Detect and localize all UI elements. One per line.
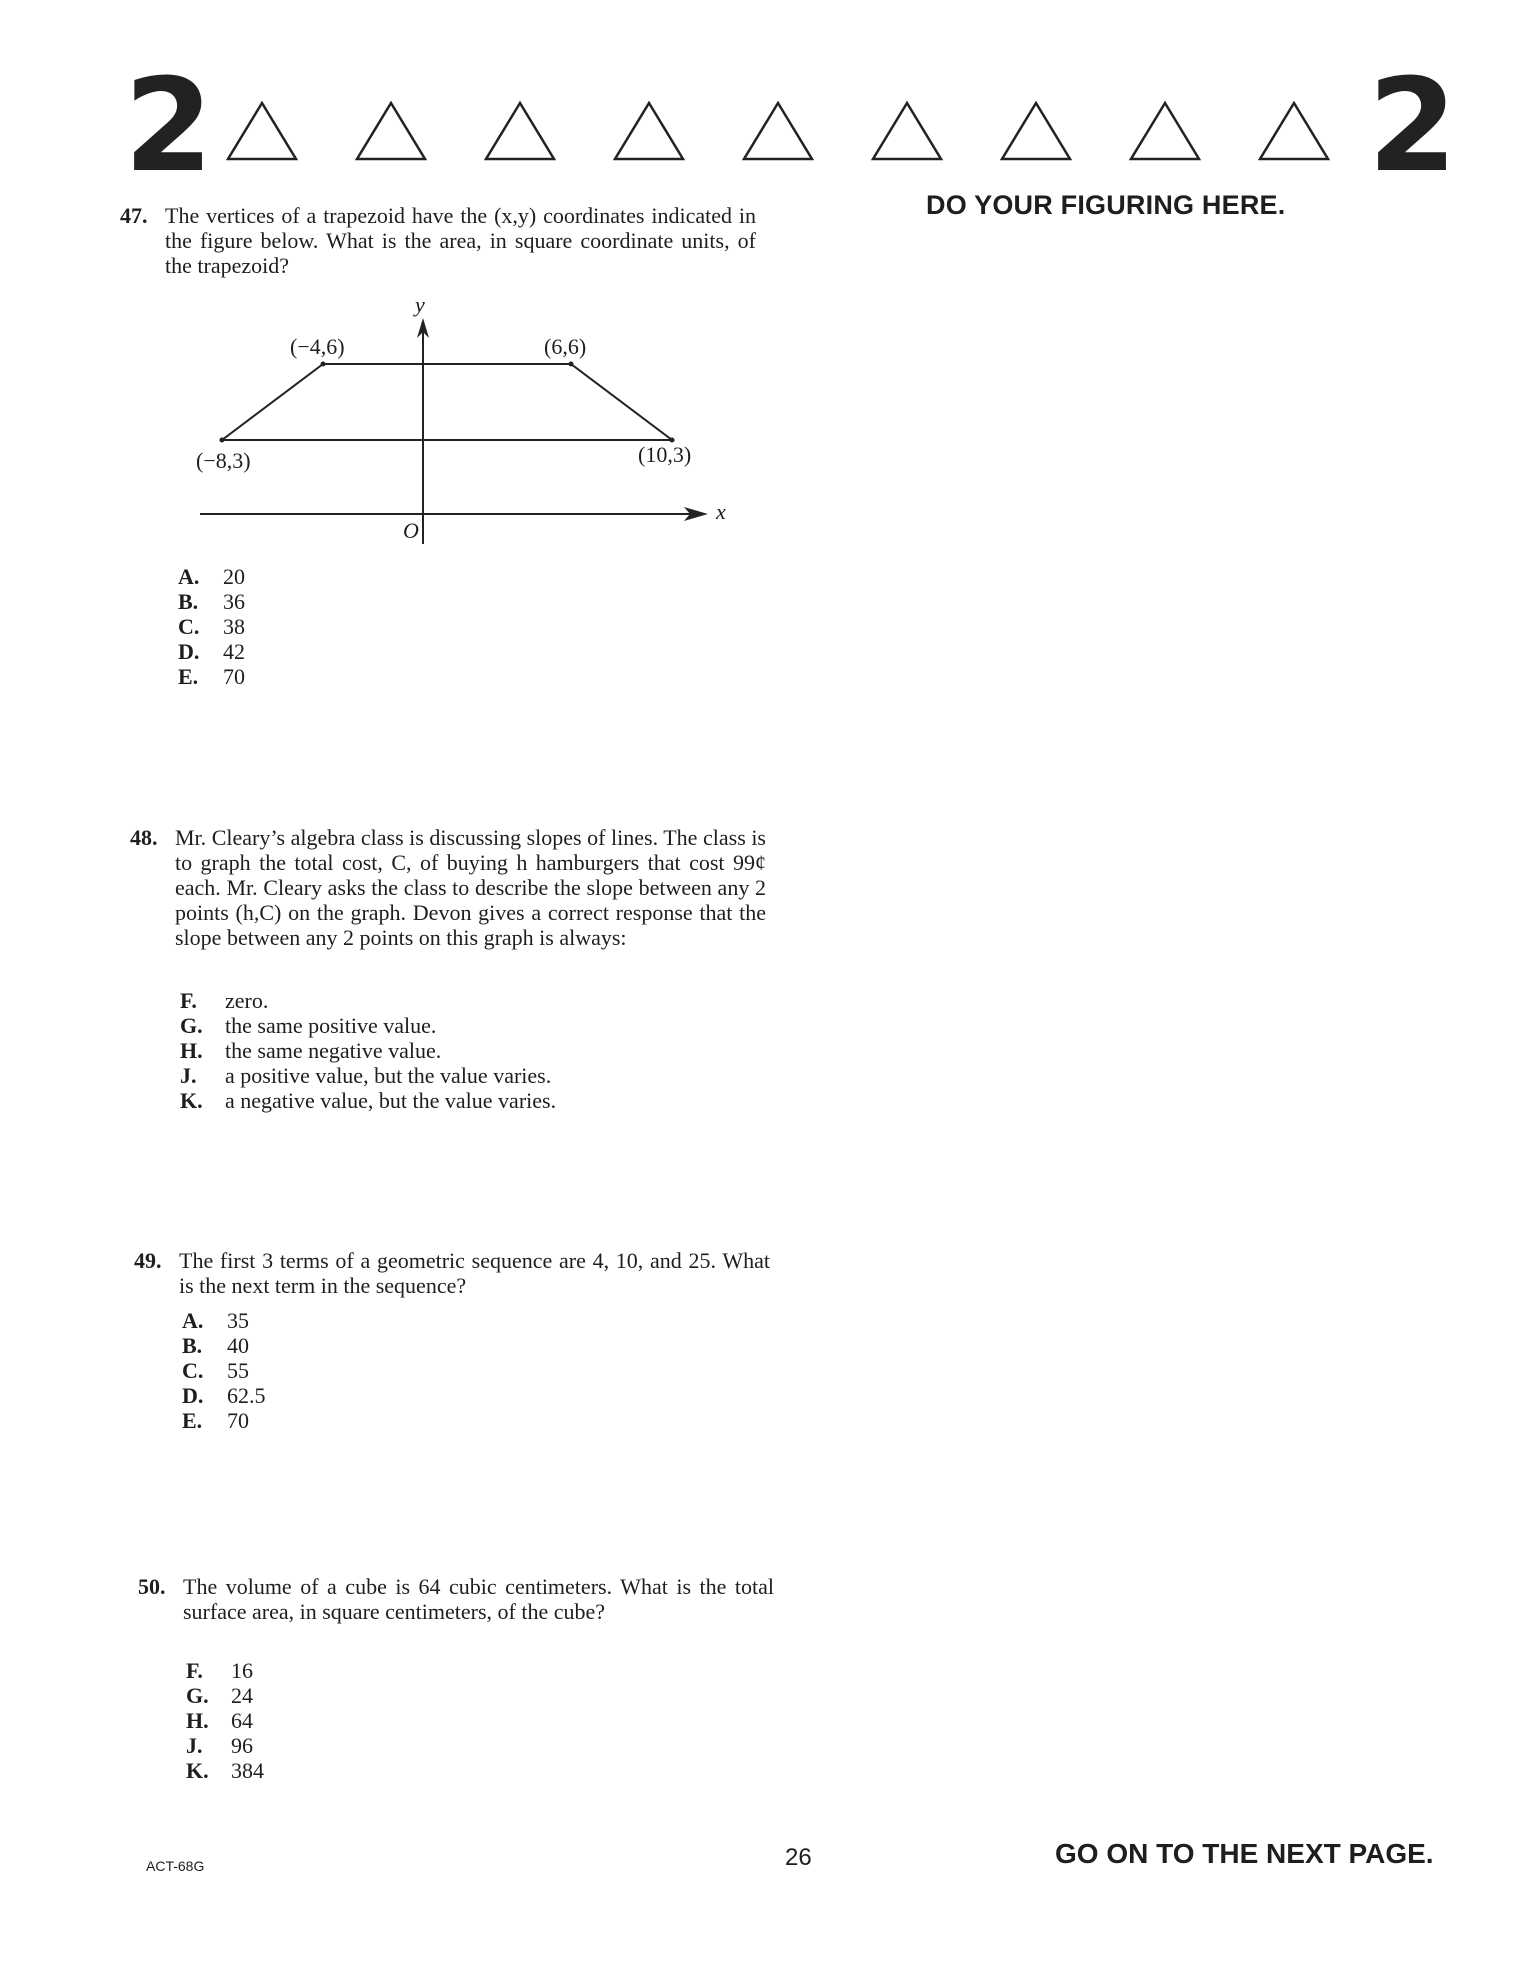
option-letter: J. — [180, 1063, 197, 1088]
triangle-icon — [1129, 100, 1201, 162]
vertex-label: (−8,3) — [196, 448, 251, 473]
option-text: 96 — [231, 1733, 253, 1758]
question-number: 47. — [120, 203, 148, 228]
question-49 — [134, 1248, 770, 1298]
triangle-icon — [871, 100, 943, 162]
triangle-icon — [742, 100, 814, 162]
question-50 — [138, 1574, 774, 1624]
answer-option[interactable] — [178, 564, 245, 589]
question-stem: Mr. Cleary’s algebra class is discussing slopes of lines. The class is to graph the total cost, C, of buying h hamburgers that cost 99¢ each. Mr. Cleary asks the class to describe the slope between any 2 points (h,C) on the graph. Devon gives a correct response that the slope between any 2 points on this graph is always: — [175, 825, 766, 950]
option-letter: H. — [180, 1038, 203, 1063]
answer-option[interactable] — [180, 988, 556, 1013]
triangle-icon — [226, 100, 298, 162]
origin-label: O — [403, 518, 419, 543]
section-number-right: 2 — [1368, 52, 1458, 201]
option-letter: C. — [182, 1358, 204, 1383]
option-text: 70 — [227, 1408, 249, 1433]
option-letter: F. — [186, 1658, 203, 1683]
option-letter: A. — [178, 564, 200, 589]
answer-option[interactable] — [180, 1013, 556, 1038]
answer-option[interactable] — [186, 1683, 264, 1708]
answer-option[interactable] — [178, 589, 245, 614]
question-48 — [130, 825, 766, 950]
option-text: 384 — [231, 1758, 264, 1783]
vertex-point — [220, 438, 225, 443]
answer-option[interactable] — [178, 639, 245, 664]
vertex-label: (−4,6) — [290, 334, 345, 359]
option-letter: K. — [180, 1088, 203, 1113]
triangle-icon — [1000, 100, 1072, 162]
option-text: 36 — [223, 589, 245, 614]
section-banner — [0, 52, 1534, 201]
option-letter: C. — [178, 614, 200, 639]
page-number: 26 — [785, 1844, 812, 1871]
answer-options-47 — [178, 564, 245, 689]
answer-option[interactable] — [182, 1383, 266, 1408]
question-number: 48. — [130, 825, 158, 850]
option-text: 42 — [223, 639, 245, 664]
option-text: 35 — [227, 1308, 249, 1333]
answer-option[interactable] — [178, 664, 245, 689]
answer-option[interactable] — [186, 1658, 264, 1683]
answer-option[interactable] — [180, 1038, 556, 1063]
answer-option[interactable] — [186, 1733, 264, 1758]
question-47 — [120, 203, 756, 278]
option-text: 16 — [231, 1658, 253, 1683]
answer-option[interactable] — [182, 1408, 266, 1433]
question-stem: The vertices of a trapezoid have the (x,y) coordinates indicated in the figure below. What is the area, in square coordinate units, of the trapezoid? — [165, 203, 756, 278]
answer-option[interactable] — [180, 1088, 556, 1113]
triangle-icon — [484, 100, 556, 162]
option-text: zero. — [225, 988, 269, 1013]
y-axis-label: y — [415, 298, 425, 317]
next-page-instruction: GO ON TO THE NEXT PAGE. — [1055, 1838, 1434, 1869]
option-letter: D. — [182, 1383, 204, 1408]
question-stem: The volume of a cube is 64 cubic centimeters. What is the total surface area, in square centimeters, of the cube? — [183, 1574, 774, 1624]
option-letter: E. — [182, 1408, 203, 1433]
triangle-icon — [613, 100, 685, 162]
option-text: 70 — [223, 664, 245, 689]
option-letter: K. — [186, 1758, 209, 1783]
vertex-point — [321, 362, 326, 367]
answer-option[interactable] — [178, 614, 245, 639]
option-text: 55 — [227, 1358, 249, 1383]
option-text: 40 — [227, 1333, 249, 1358]
answer-option[interactable] — [180, 1063, 556, 1088]
answer-option[interactable] — [186, 1758, 264, 1783]
option-letter: E. — [178, 664, 199, 689]
answer-options-48 — [180, 988, 556, 1113]
option-text: 64 — [231, 1708, 253, 1733]
form-code: ACT-68G — [146, 1858, 205, 1874]
option-text: the same negative value. — [225, 1038, 442, 1063]
option-letter: G. — [186, 1683, 209, 1708]
triangle-icon — [1258, 100, 1330, 162]
option-text: 38 — [223, 614, 245, 639]
option-text: a positive value, but the value varies. — [225, 1063, 552, 1088]
option-letter: D. — [178, 639, 200, 664]
option-letter: B. — [178, 589, 199, 614]
option-letter: G. — [180, 1013, 203, 1038]
figuring-label: DO YOUR FIGURING HERE. — [926, 190, 1286, 220]
answer-option[interactable] — [182, 1333, 266, 1358]
trapezoid-figure — [190, 298, 750, 548]
section-number-left: 2 — [124, 52, 214, 201]
answer-options-49 — [182, 1308, 266, 1433]
option-text: 62.5 — [227, 1383, 266, 1408]
vertex-label: (10,3) — [638, 442, 692, 467]
option-letter: J. — [186, 1733, 203, 1758]
answer-option[interactable] — [186, 1708, 264, 1733]
option-letter: A. — [182, 1308, 204, 1333]
answer-options-50 — [186, 1658, 264, 1783]
option-text: 24 — [231, 1683, 253, 1708]
answer-option[interactable] — [182, 1358, 266, 1383]
question-number: 50. — [138, 1574, 166, 1599]
question-stem: The first 3 terms of a geometric sequence are 4, 10, and 25. What is the next term in the sequence? — [179, 1248, 770, 1298]
vertex-point — [569, 362, 574, 367]
x-axis-label: x — [716, 499, 726, 524]
option-letter: H. — [186, 1708, 209, 1733]
option-text: 20 — [223, 564, 245, 589]
vertex-label: (6,6) — [544, 334, 587, 359]
question-number: 49. — [134, 1248, 162, 1273]
option-letter: B. — [182, 1333, 203, 1358]
option-letter: F. — [180, 988, 197, 1013]
option-text: a negative value, but the value varies. — [225, 1088, 557, 1113]
answer-option[interactable] — [182, 1308, 266, 1333]
triangle-icon — [355, 100, 427, 162]
option-text: the same positive value. — [225, 1013, 437, 1038]
